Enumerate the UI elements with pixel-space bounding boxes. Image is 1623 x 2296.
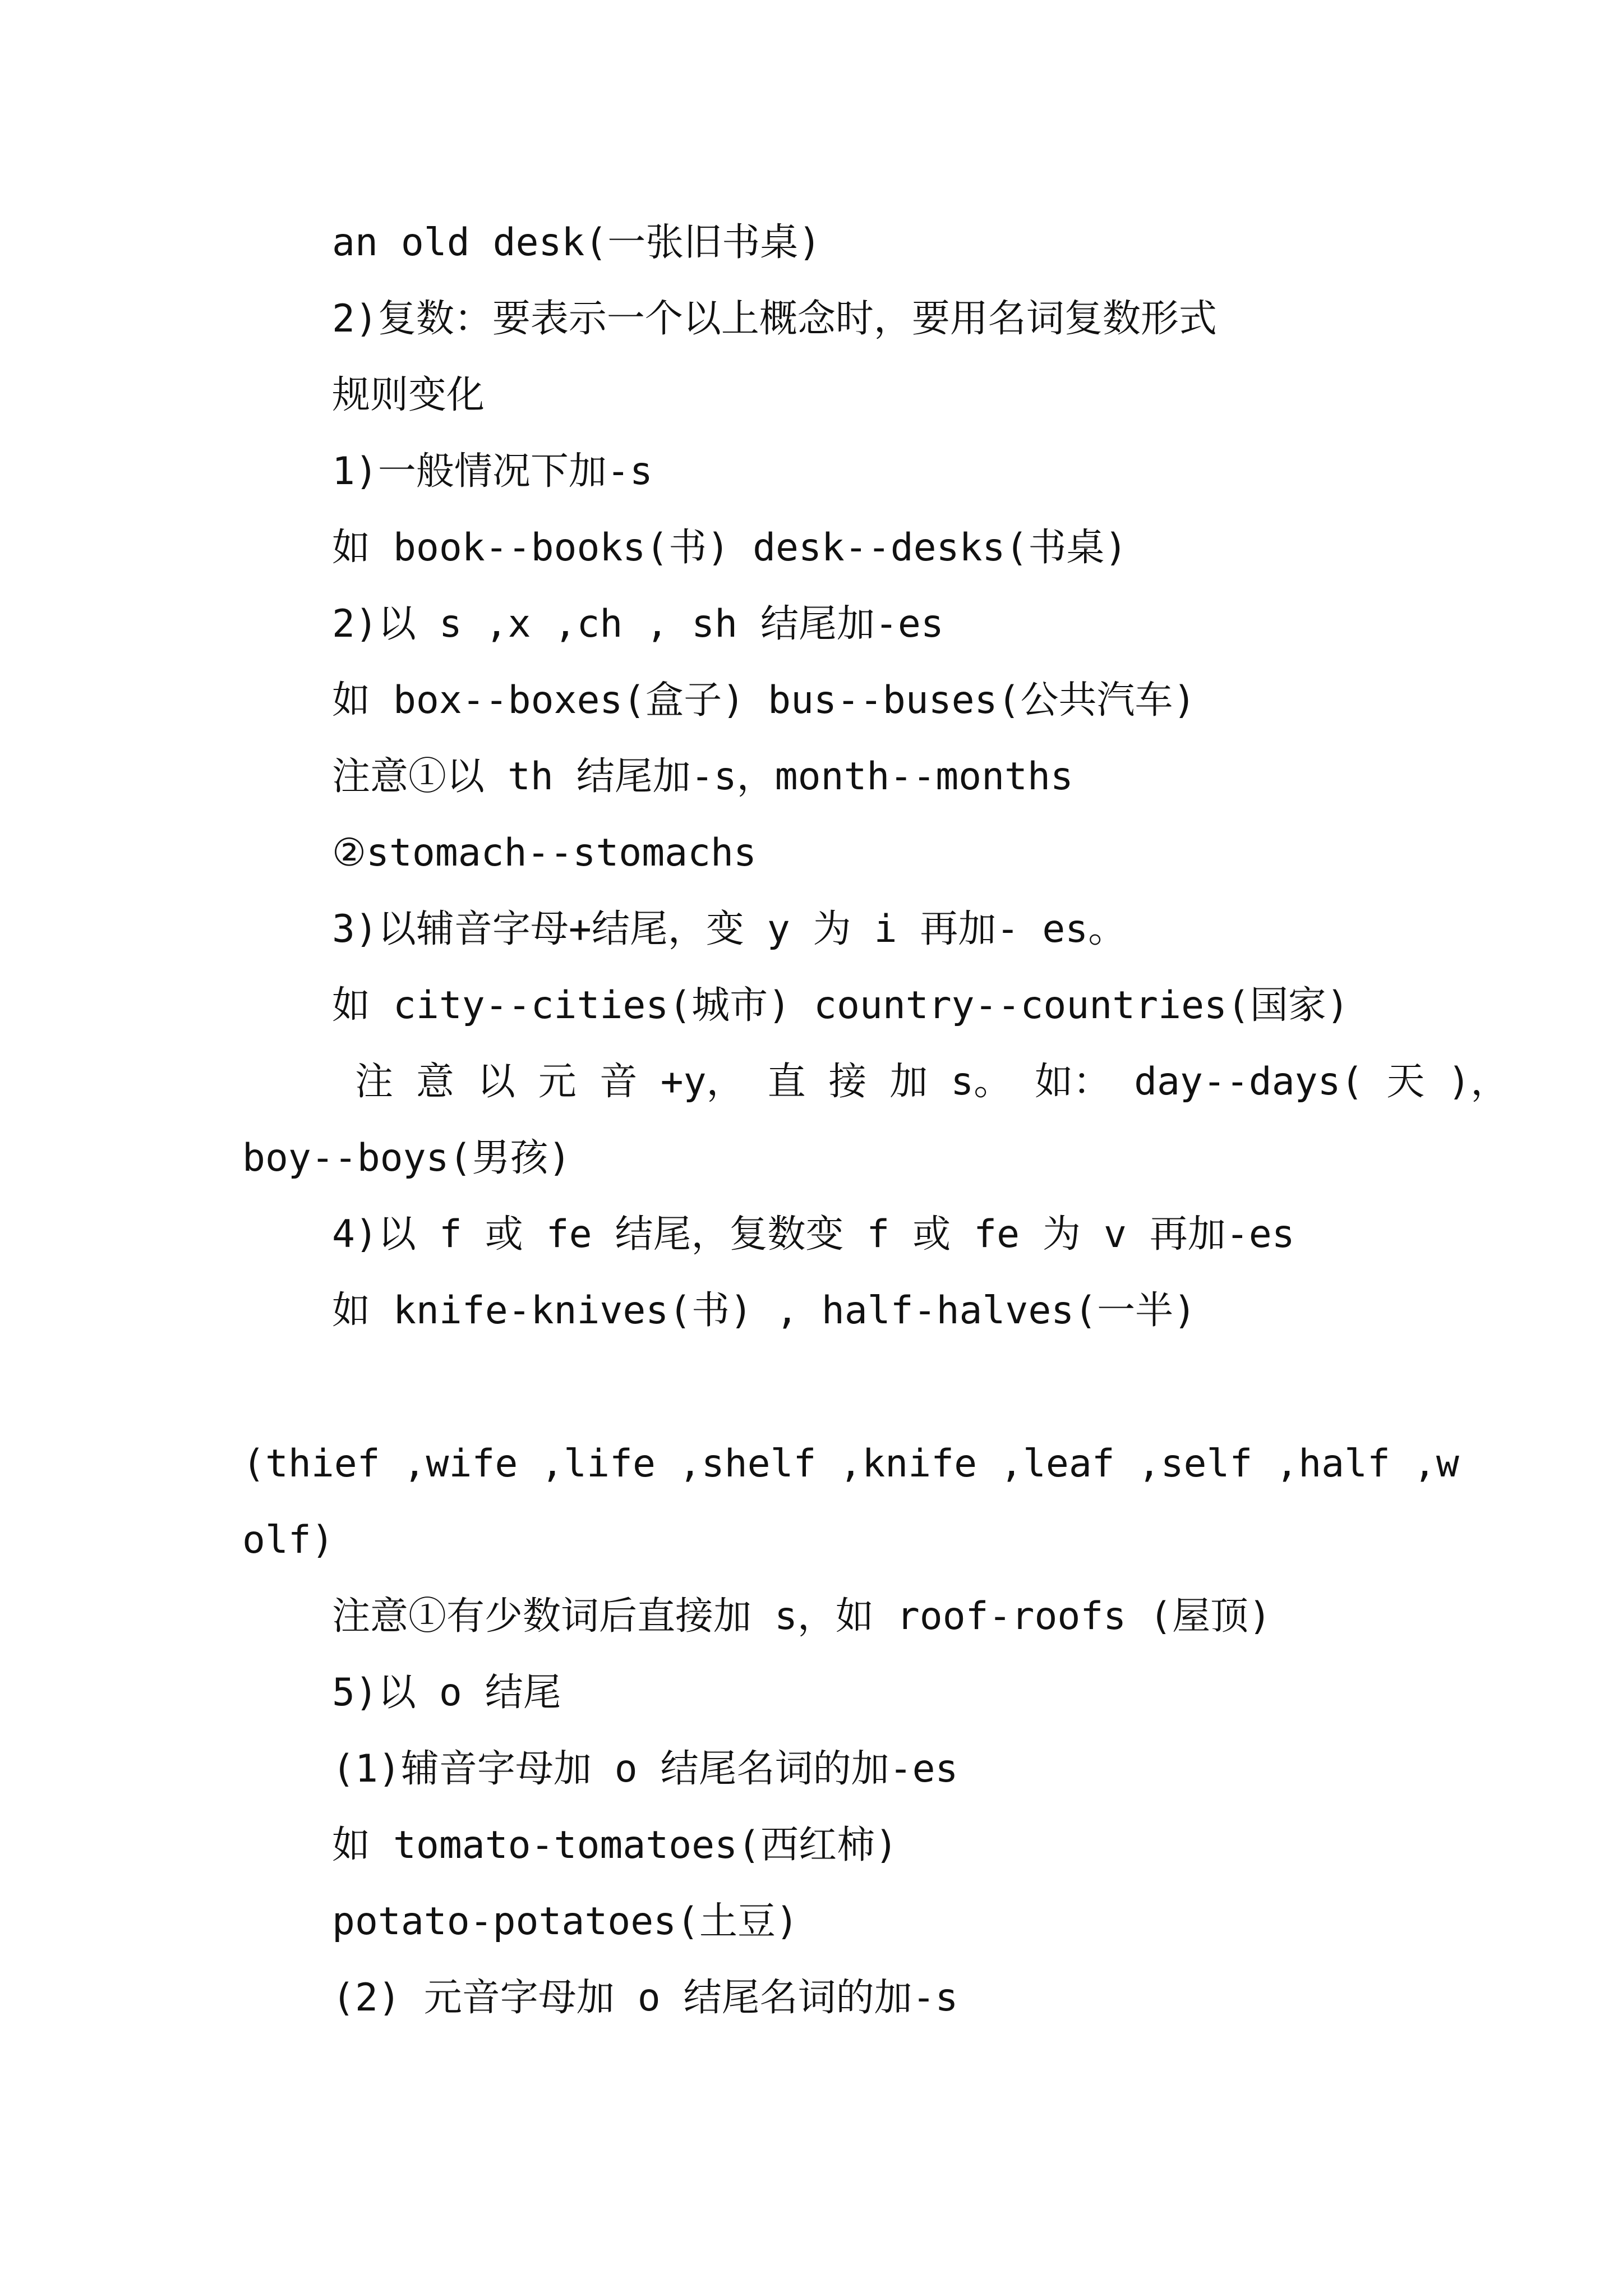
text-line: 1)一般情况下加-s (332, 449, 653, 494)
text-line: (1)辅音字母加 o 结尾名词的加-es (332, 1747, 958, 1791)
text-line: olf) (242, 1518, 334, 1562)
text-line: 如 tomato-tomatoes(西红柿) (332, 1823, 898, 1867)
text-line: 规则变化 (332, 373, 485, 417)
text-line: 注 意 以 元 音 +y， 直 接 加 s。 如： day--days( 天 )， (332, 1060, 1509, 1104)
text-line: 5)以 o 结尾 (332, 1671, 561, 1715)
text-line: 注意①有少数词后直接加 s，如 roof-roofs (屋顶) (332, 1594, 1272, 1639)
text-line: 如 city--cities(城市) country--countries(国家) (332, 983, 1349, 1028)
text-line: 2)以 s ,x ,ch , sh 结尾加-es (332, 602, 944, 646)
text-line: potato-potatoes(土豆) (332, 1899, 799, 1944)
text-line: ②stomach--stomachs (332, 831, 757, 875)
text-line: boy--boys(男孩) (242, 1136, 571, 1180)
text-line: 4)以 f 或 fe 结尾，复数变 f 或 fe 为 v 再加-es (332, 1212, 1295, 1257)
text-line: (2) 元音字母加 o 结尾名词的加-s (332, 1976, 958, 2020)
text-line: 注意①以 th 结尾加-s，month--months (332, 754, 1073, 799)
text-line: an old desk(一张旧书桌) (332, 220, 822, 265)
text-line: 2)复数：要表示一个以上概念时，要用名词复数形式 (332, 297, 1217, 341)
text-line: (thief ,wife ,life ,shelf ,knife ,leaf ,self ,half ,w (242, 1442, 1459, 1486)
text-line: 如 box--boxes(盒子) bus--buses(公共汽车) (332, 678, 1196, 723)
text-line: 如 knife-knives(书) , half-halves(一半) (332, 1289, 1197, 1333)
text-line: 3)以辅音字母+结尾，变 y 为 i 再加- es。 (332, 907, 1127, 951)
text-line: 如 book--books(书) desk--desks(书桌) (332, 526, 1128, 570)
